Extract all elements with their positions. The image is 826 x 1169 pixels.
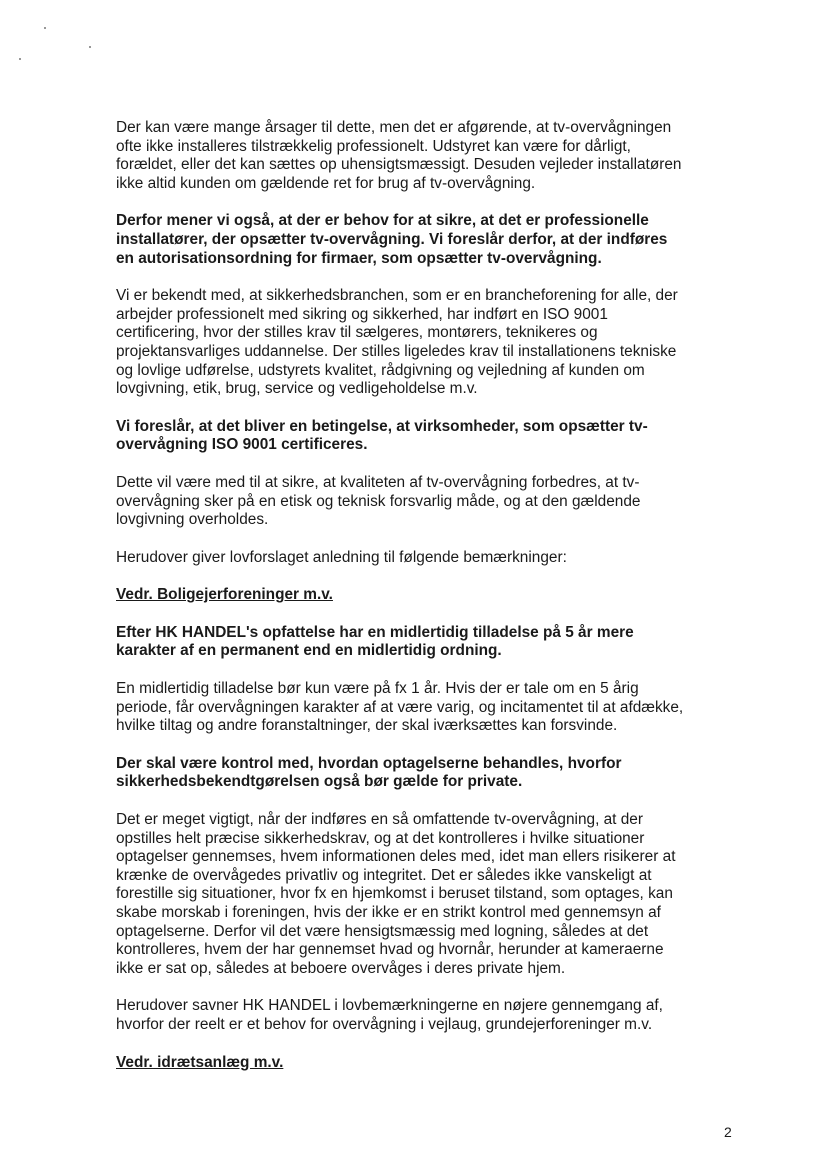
section-heading-housing-associations: Vedr. Boligejerforeninger m.v. <box>116 586 333 604</box>
paragraph-quality: Dette vil være med til at sikre, at kvaliteten af tv-overvågning forbedres, at tv- overvågning sker på en etisk og teknisk forsvarlig måde, og at den gældende lovgivning overholdes. <box>116 473 641 529</box>
paragraph-temporary-permit: Efter HK HANDEL's opfattelse har en midlertidig tilladelse på 5 år mere karakter af en permanent end en midlertidig ordning. <box>116 623 634 660</box>
scan-speck <box>89 46 91 48</box>
paragraph-remarks-intro: Herudover giver lovforslaget anledning til følgende bemærkninger: <box>116 548 567 566</box>
paragraph-security-requirements: Det er meget vigtigt, når der indføres en så omfattende tv-overvågning, at der opstilles helt præcise sikkerhedskrav, og at det kontrolleres i hvilke situationer optagelser gennemses, hvem informationen deles med, idet man ellers risikerer at krænke de overvågedes privatliv og integritet. Det er således ikke vanskeligt at forestille sig situationer, hvor fx en hjemkomst i beruset tilstand, som optages, kan skabe morskab i foreningen, hvis der ikke er en strikt kontrol med gennemsyn af optagelserne. Derfor vil det være hensigtsmæssig med logning, således at det kontrolleres, hvem der har gennemset hvad og hvornår, herunder at kameraerne ikke er sat op, således at beboere overvåges i deres private hjem. <box>116 811 676 977</box>
document-body <box>116 119 736 1091</box>
paragraph-need-for-surveillance: Herudover savner HK HANDEL i lovbemærkningerne en nøjere gennemgang af, hvorfor der reelt er et behov for overvågning i vejlaug, grundejerforeninger m.v. <box>116 997 663 1033</box>
paragraph-causes: Der kan være mange årsager til dette, men det er afgørende, at tv-overvågningen ofte ikke installeres tilstrækkelig professionelt. Udstyret kan være for dårligt, forældet, eller det kan sættes op uhensigtsmæssigt. Desuden vejleder installatøren ikke altid kunden om gældende ret for brug af tv-overvågning. <box>116 119 682 192</box>
page-number: 2 <box>724 1124 732 1140</box>
paragraph-professional-installers: Derfor mener vi også, at der er behov for at sikre, at det er professionelle installatører, der opsætter tv-overvågning. Vi foreslår derfor, at der indføres en autorisationsordning for firmaer, som opsætter tv-overvågning. <box>116 212 668 267</box>
paragraph-permit-duration: En midlertidig tilladelse bør kun være på fx 1 år. Hvis der er tale om en 5 årig periode, får overvågningen karakter af at være varig, og incitamentet til at afdække, hvilke tiltag og andre foranstaltninger, der skal iværksættes kan forsvinde. <box>116 680 684 735</box>
scan-speck <box>44 27 46 29</box>
scan-speck <box>19 58 21 60</box>
paragraph-recording-control: Der skal være kontrol med, hvordan optagelserne behandles, hvorfor sikkerhedsbekendtgørelsen også bør gælde for private. <box>116 754 622 791</box>
paragraph-iso-certification: Vi er bekendt med, at sikkerhedsbranchen, som er en brancheforening for alle, der arbejder professionelt med sikring og sikkerhed, har indført en ISO 9001 certificering, hvor der stilles krav til sælgeres, montørers, teknikeres og projektansvarliges uddannelse. Der stilles ligeledes krav til installationens tekniske og lovlige udførelse, udstyrets kvalitet, rådgivning og vejledning af kunden om lovgivning, etik, brug, service og vedligeholdelse m.v. <box>116 287 678 398</box>
paragraph-iso-proposal: Vi foreslår, at det bliver en betingelse, at virksomheder, som opsætter tv- overvågning ISO 9001 certificeres. <box>116 417 648 454</box>
section-heading-sports-facilities: Vedr. idrætsanlæg m.v. <box>116 1053 284 1071</box>
